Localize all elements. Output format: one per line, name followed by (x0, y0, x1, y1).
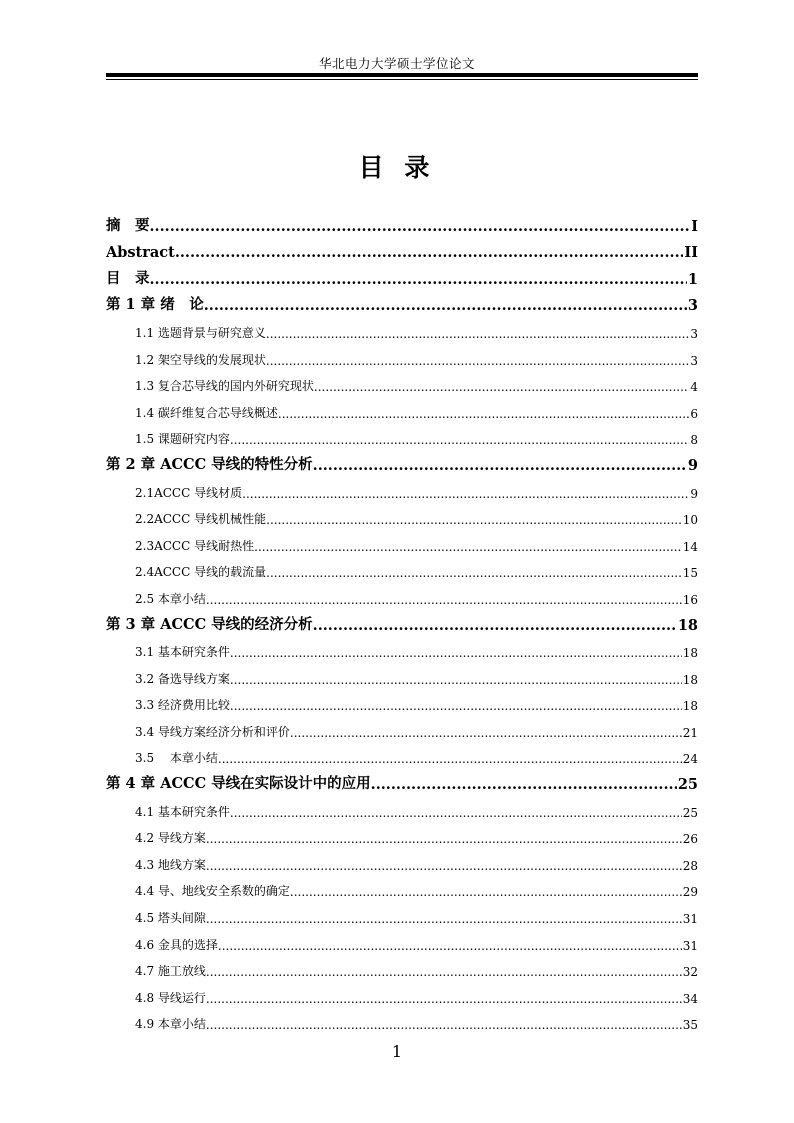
toc-section-entry[interactable] (106, 899, 698, 926)
toc-leader-dots (150, 271, 687, 288)
toc-entry-page: 9 (687, 456, 698, 474)
toc-section-entry[interactable] (106, 580, 698, 607)
toc-leader-dots (150, 218, 691, 235)
page-number: 1 (391, 1042, 403, 1061)
toc-entry-label: 3.3 经济费用比较 (135, 698, 230, 713)
toc-chapter-entry[interactable] (106, 447, 698, 474)
toc-leader-dots (206, 593, 682, 607)
toc-entry-label: 4.3 地线方案 (135, 857, 206, 872)
toc-entry-label: 4.4 导、地线安全系数的确定 (135, 884, 290, 899)
toc-section-entry[interactable] (106, 740, 698, 767)
toc-entry-label: 2.4ACCC 导线的载流量 (135, 565, 267, 580)
toc-entry-label: 1.2 架空导线的发展现状 (135, 352, 266, 367)
toc-leader-dots (206, 912, 682, 926)
toc-entry-label: 摘 要 (106, 216, 150, 234)
toc-entry-page: 32 (682, 965, 698, 980)
toc-entry-label: 4.6 金具的选择 (135, 937, 218, 952)
toc-entry-page: 18 (682, 699, 698, 714)
toc-leader-dots (204, 297, 687, 314)
toc-leader-dots (206, 859, 682, 873)
toc-entry-page: 31 (682, 938, 698, 953)
toc-chapter-entry[interactable] (106, 607, 698, 634)
toc-entry-label: 第 1 章 绪 论 (106, 296, 204, 314)
toc-entry-page: 18 (682, 672, 698, 687)
toc-chapter-entry[interactable] (106, 766, 698, 793)
toc-section-entry[interactable] (106, 713, 698, 740)
toc-chapter-entry[interactable] (106, 235, 698, 262)
toc-entry-label: 目 录 (106, 269, 150, 287)
toc-entry-label: 4.8 导线运行 (135, 990, 206, 1005)
header-rule-thick (106, 73, 698, 77)
toc-entry-page: II (684, 244, 698, 262)
toc-leader-dots (206, 965, 682, 979)
toc-entry-label: Abstract (106, 244, 175, 262)
toc-title: 目 录 (358, 153, 436, 182)
toc-leader-dots (206, 1018, 682, 1032)
toc-leader-dots (230, 699, 682, 713)
toc-entry-page: 6 (690, 406, 698, 421)
toc-leader-dots (313, 457, 687, 474)
toc-entry-label: 1.4 碳纤维复合芯导线概述 (135, 405, 278, 420)
toc-section-entry[interactable] (106, 1006, 698, 1033)
toc-section-entry[interactable] (106, 660, 698, 687)
toc-section-entry[interactable] (106, 421, 698, 448)
toc-chapter-entry[interactable] (106, 288, 698, 315)
toc-entry-page: 21 (682, 725, 698, 740)
toc-section-entry[interactable] (106, 820, 698, 847)
toc-leader-dots (266, 327, 689, 341)
toc-entry-page: 3 (687, 297, 698, 315)
toc-leader-dots (230, 646, 682, 660)
toc-entry-page: 3 (690, 353, 698, 368)
toc-leader-dots (290, 885, 682, 899)
toc-section-entry[interactable] (106, 634, 698, 661)
toc-entry-label: 3.4 导线方案经济分析和评价 (135, 724, 290, 739)
toc-entry-page: 16 (682, 592, 698, 607)
toc-entry-label: 1.1 选题背景与研究意义 (135, 325, 266, 340)
toc-entry-page: 15 (682, 566, 698, 581)
toc-entry-label: 4.2 导线方案 (135, 831, 206, 846)
toc-leader-dots (266, 513, 682, 527)
toc-chapter-entry[interactable] (106, 261, 698, 288)
toc-entry-page: 31 (682, 912, 698, 927)
toc-entry-label: 第 3 章 ACCC 导线的经济分析 (106, 615, 313, 633)
toc-leader-dots (242, 487, 689, 501)
toc-leader-dots (371, 776, 677, 793)
toc-section-entry[interactable] (106, 873, 698, 900)
toc-leader-dots (278, 407, 689, 421)
toc-leader-dots (266, 566, 682, 580)
toc-entry-page: 35 (682, 1018, 698, 1033)
toc-entry-label: 4.1 基本研究条件 (135, 804, 230, 819)
toc-entry-page: 14 (682, 539, 698, 554)
toc-leader-dots (266, 354, 689, 368)
toc-entry-label: 2.5 本章小结 (135, 591, 206, 606)
toc-entry-label: 3.2 备选导线方案 (135, 671, 230, 686)
toc-entry-page: 29 (682, 885, 698, 900)
toc-chapter-entry[interactable] (106, 208, 698, 235)
toc-entry-page: 25 (677, 776, 698, 794)
toc-entry-page: 18 (677, 616, 698, 634)
toc-entry-page: 25 (682, 805, 698, 820)
toc-leader-dots (230, 806, 682, 820)
toc-leader-dots (218, 939, 682, 953)
toc-entry-page: 26 (682, 832, 698, 847)
toc-section-entry[interactable] (106, 314, 698, 341)
toc-section-entry[interactable] (106, 793, 698, 820)
toc-section-entry[interactable] (106, 341, 698, 368)
toc-leader-dots (254, 540, 682, 554)
toc-leader-dots (313, 617, 677, 634)
toc-section-entry[interactable] (106, 953, 698, 980)
toc-section-entry[interactable] (106, 979, 698, 1006)
toc-section-entry[interactable] (106, 926, 698, 953)
toc-leader-dots (218, 752, 682, 766)
toc-leader-dots (230, 433, 689, 447)
toc-leader-dots (230, 673, 682, 687)
toc-entry-label: 第 2 章 ACCC 导线的特性分析 (106, 455, 313, 473)
toc-entry-page: 34 (682, 991, 698, 1006)
toc-entry-label: 4.5 塔头间隙 (135, 911, 206, 926)
toc-leader-dots (206, 832, 682, 846)
toc-section-entry[interactable] (106, 368, 698, 395)
toc-entry-label: 3.1 基本研究条件 (135, 645, 230, 660)
header-rule-thin (106, 79, 698, 80)
toc-entry-page: 3 (690, 326, 698, 341)
toc-section-entry[interactable] (106, 501, 698, 528)
toc-entry-label: 4.9 本章小结 (135, 1017, 206, 1032)
toc-entry-page: 24 (682, 752, 698, 767)
toc-entry-label: 1.3 复合芯导线的国内外研究现状 (135, 379, 314, 394)
toc-leader-dots (175, 244, 684, 261)
toc-section-entry[interactable] (106, 687, 698, 714)
toc-section-entry[interactable] (106, 527, 698, 554)
toc-section-entry[interactable] (106, 474, 698, 501)
toc-entry-label: 2.3ACCC 导线耐热性 (135, 538, 255, 553)
running-header: 华北电力大学硕士学位论文 (318, 56, 475, 71)
table-of-contents (106, 208, 698, 1032)
toc-entry-label: 第 4 章 ACCC 导线在实际设计中的应用 (106, 775, 371, 793)
toc-entry-label: 1.5 课题研究内容 (135, 432, 230, 447)
toc-entry-page: 8 (690, 433, 698, 448)
toc-entry-page: 9 (690, 486, 698, 501)
toc-entry-label: 4.7 施工放线 (135, 964, 206, 979)
toc-leader-dots (290, 726, 682, 740)
toc-section-entry[interactable] (106, 554, 698, 581)
toc-entry-label: 2.2ACCC 导线机械性能 (135, 512, 267, 527)
toc-entry-page: 4 (690, 380, 698, 395)
toc-entry-page: 28 (682, 858, 698, 873)
toc-leader-dots (206, 992, 682, 1006)
toc-section-entry[interactable] (106, 394, 698, 421)
toc-entry-label: 3.5 本章小结 (135, 751, 218, 766)
toc-entry-page: 10 (682, 513, 698, 528)
toc-section-entry[interactable] (106, 846, 698, 873)
toc-leader-dots (314, 380, 689, 394)
toc-entry-page: 1 (687, 270, 698, 288)
toc-entry-page: I (691, 217, 698, 235)
toc-entry-page: 18 (682, 646, 698, 661)
toc-entry-label: 2.1ACCC 导线材质 (135, 485, 243, 500)
